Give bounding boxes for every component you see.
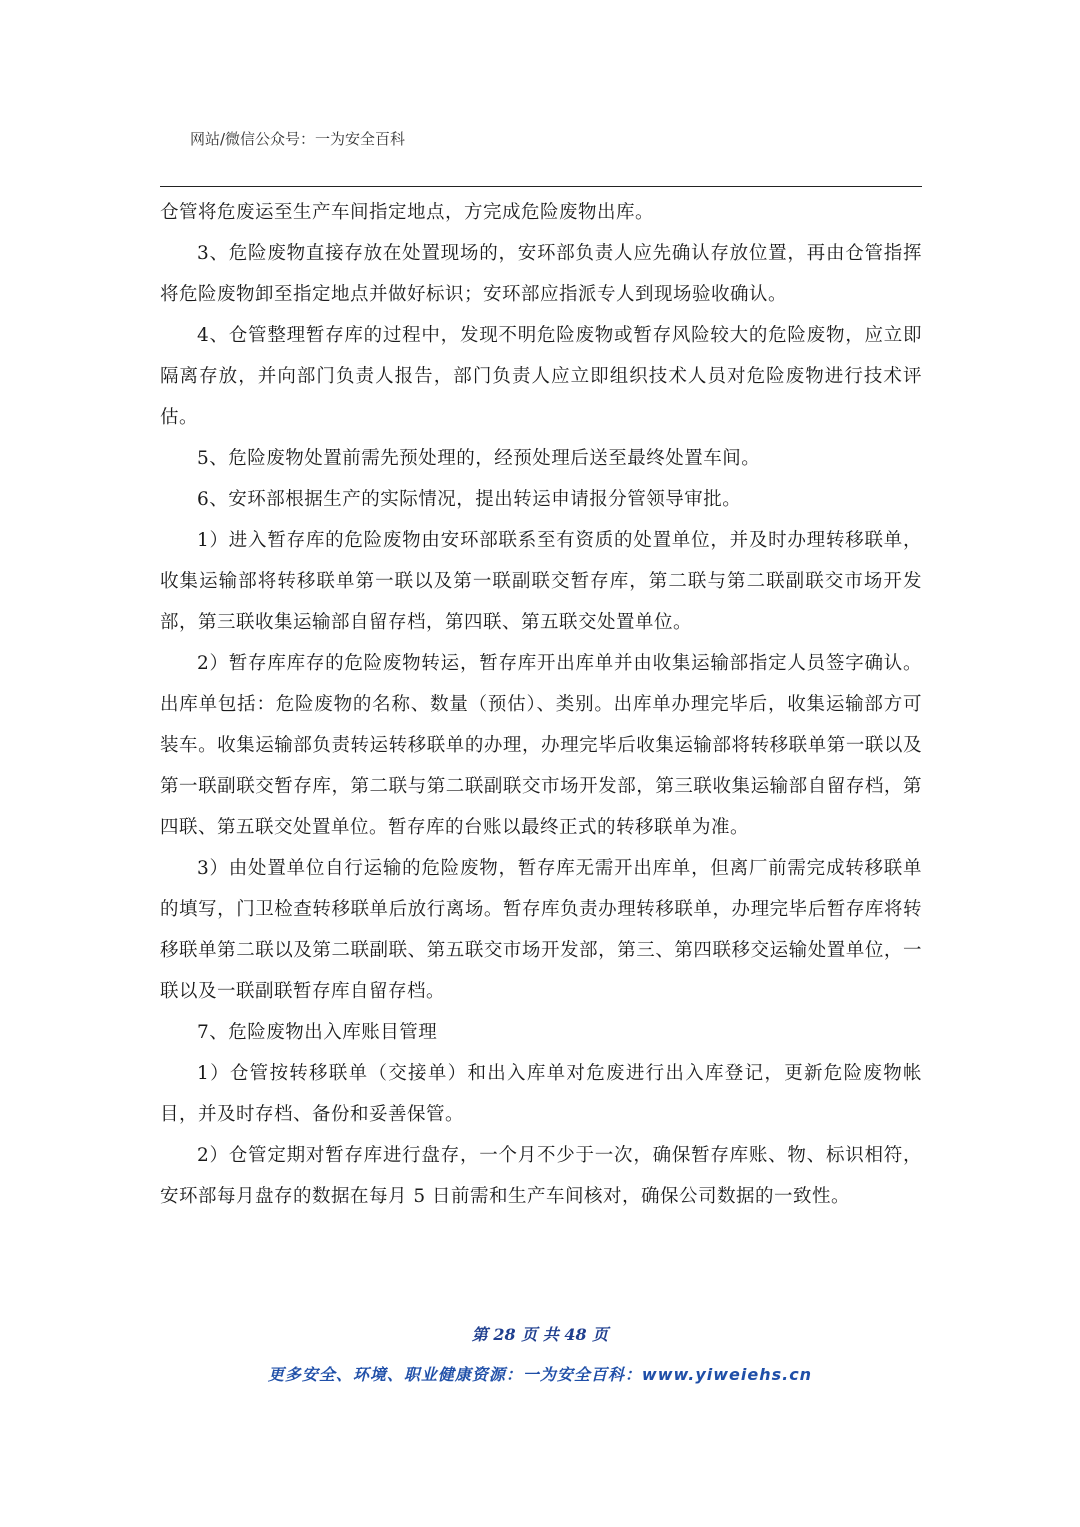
paragraph-item-7: 7、危险废物出入库账目管理 [197,1022,438,1043]
paragraph-item-6: 6、安环部根据生产的实际情况，提出转运申请报分管领导审批。 [197,489,742,510]
paragraph-continuation: 仓管将危废运至生产车间指定地点，方完成危险废物出库。 [160,202,655,223]
header-note: 网站/微信公众号：一为安全百科 [190,130,406,148]
paragraph-item-7-1: 1）仓管按转移联单（交接单）和出入库单对危废进行出入库登记，更新危险废物帐目，并及时存档、备份和妥善保管。 [160,1063,922,1125]
page-number: 第 28 页 共 48 页 [471,1325,609,1344]
footer-website-note: 更多安全、环境、职业健康资源：一为安全百科：www.yiweiehs.cn [267,1365,813,1384]
document-body [160,192,922,1217]
paragraph-item-3: 3、危险废物直接存放在处置现场的，安环部负责人应先确认存放位置，再由仓管指挥将危险废物卸至指定地点并做好标识；安环部应指派专人到现场验收确认。 [160,243,922,305]
paragraph-item-6-3: 3）由处置单位自行运输的危险废物，暂存库无需开出库单，但离厂前需完成转移联单的填写，门卫检查转移联单后放行离场。暂存库负责办理转移联单，办理完毕后暂存库将转移联单第二联以及第二联副联、第五联交市场开发部，第三、第四联移交运输处置单位，一联以及一联副联暂存库自留存档。 [160,858,922,1002]
paragraph-item-6-2: 2）暂存库库存的危险废物转运，暂存库开出库单并由收集运输部指定人员签字确认。出库单包括：危险废物的名称、数量（预估）、类别。出库单办理完毕后，收集运输部方可装车。收集运输部负责转运转移联单的办理，办理完毕后收集运输部将转移联单第一联以及第一联副联交暂存库，第二联与第二联副联交市场开发部，第三联收集运输部自留存档，第四联、第五联交处置单位。暂存库的台账以最终正式的转移联单为准。 [160,653,922,838]
paragraph-item-6-1: 1）进入暂存库的危险废物由安环部联系至有资质的处置单位，并及时办理转移联单，收集运输部将转移联单第一联以及第一联副联交暂存库，第二联与第二联副联交市场开发部，第三联收集运输部自留存档，第四联、第五联交处置单位。 [160,530,922,633]
paragraph-item-5: 5、危险废物处置前需先预处理的，经预处理后送至最终处置车间。 [197,448,761,469]
paragraph-item-7-2: 2）仓管定期对暂存库进行盘存，一个月不少于一次，确保暂存库账、物、标识相符，安环部每月盘存的数据在每月 5 日前需和生产车间核对，确保公司数据的一致性。 [160,1145,922,1207]
header-divider [160,186,922,187]
paragraph-item-4: 4、仓管整理暂存库的过程中，发现不明危险废物或暂存风险较大的危险废物，应立即隔离存放，并向部门负责人报告，部门负责人应立即组织技术人员对危险废物进行技术评估。 [160,325,922,428]
